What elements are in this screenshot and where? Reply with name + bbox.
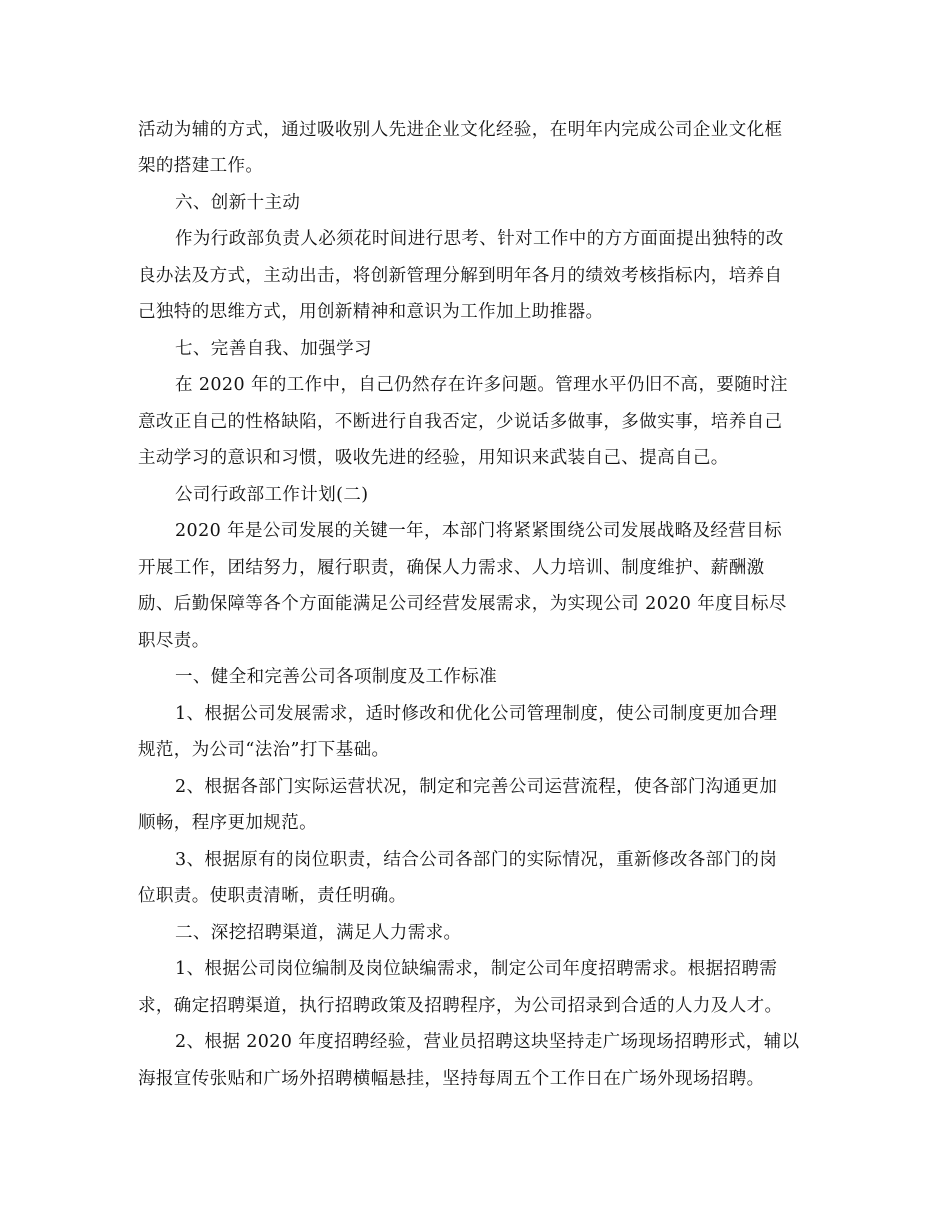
section-heading: 二、深挖招聘渠道，满足人力需求。 [175,923,462,943]
text-line: 良办法及方式，主动出击，将创新管理分解到明年各月的绩效考核指标内，培养自 [138,266,783,286]
text-line: 位职责。使职责清晰，责任明确。 [138,886,407,906]
text-line: 2020 年是公司发展的关键一年，本部门将紧紧围绕公司发展战略及经营目标 [175,521,782,541]
text-line: 架的搭建工作。 [138,156,264,176]
section-heading: 六、创新十主动 [175,193,301,213]
text-line: 意改正自己的性格缺陷，不断进行自我否定，少说话多做事，多做实事，培养自己 [138,412,783,432]
text-line: 2、根据 2020 年度招聘经验，营业员招聘这块坚持走广场现场招聘形式，辅以 [175,1032,800,1052]
text-line: 开展工作，团结努力，履行职责，确保人力需求、人力培训、制度维护、薪酬激 [138,558,765,578]
text-line: 3、根据原有的岗位职责，结合公司各部门的实际情况，重新修改各部门的岗 [175,850,778,870]
text-line: 2、根据各部门实际运营状况，制定和完善公司运营流程，使各部门沟通更加 [175,777,778,797]
text-line: 1、根据公司发展需求，适时修改和优化公司管理制度，使公司制度更加合理 [175,704,778,724]
text-line: 1、根据公司岗位编制及岗位缺编需求，制定公司年度招聘需求。根据招聘需 [175,959,778,979]
section-heading: 七、完善自我、加强学习 [175,339,372,359]
text-line: 求，确定招聘渠道，执行招聘政策及招聘程序，为公司招录到合适的人力及人才。 [138,996,783,1016]
text-line: 己独特的思维方式，用创新精神和意识为工作加上助推器。 [138,302,604,322]
text-line: 活动为辅的方式，通过吸收别人先进企业文化经验，在明年内完成公司企业文化框 [138,120,783,140]
text-line: 职尽责。 [138,631,210,651]
section-heading: 公司行政部工作计划(二) [175,485,369,505]
text-line: 海报宣传张贴和广场外招聘横幅悬挂，坚持每周五个工作日在广场外现场招聘。 [138,1069,765,1089]
section-heading: 一、健全和完善公司各项制度及工作标准 [175,667,498,687]
text-line: 规范，为公司“法治”打下基础。 [138,740,390,760]
text-line: 励、后勤保障等各个方面能满足公司经营发展需求，为实现公司 2020 年度目标尽 [138,594,787,614]
text-line: 主动学习的意识和习惯，吸收先进的经验，用知识来武装自己、提高自己。 [138,448,729,468]
text-line: 顺畅，程序更加规范。 [138,813,317,833]
text-line: 作为行政部负责人必须花时间进行思考、针对工作中的方方面面提出独特的改 [175,229,784,249]
text-line: 在 2020 年的工作中，自己仍然存在许多问题。管理水平仍旧不高，要随时注 [175,375,788,395]
